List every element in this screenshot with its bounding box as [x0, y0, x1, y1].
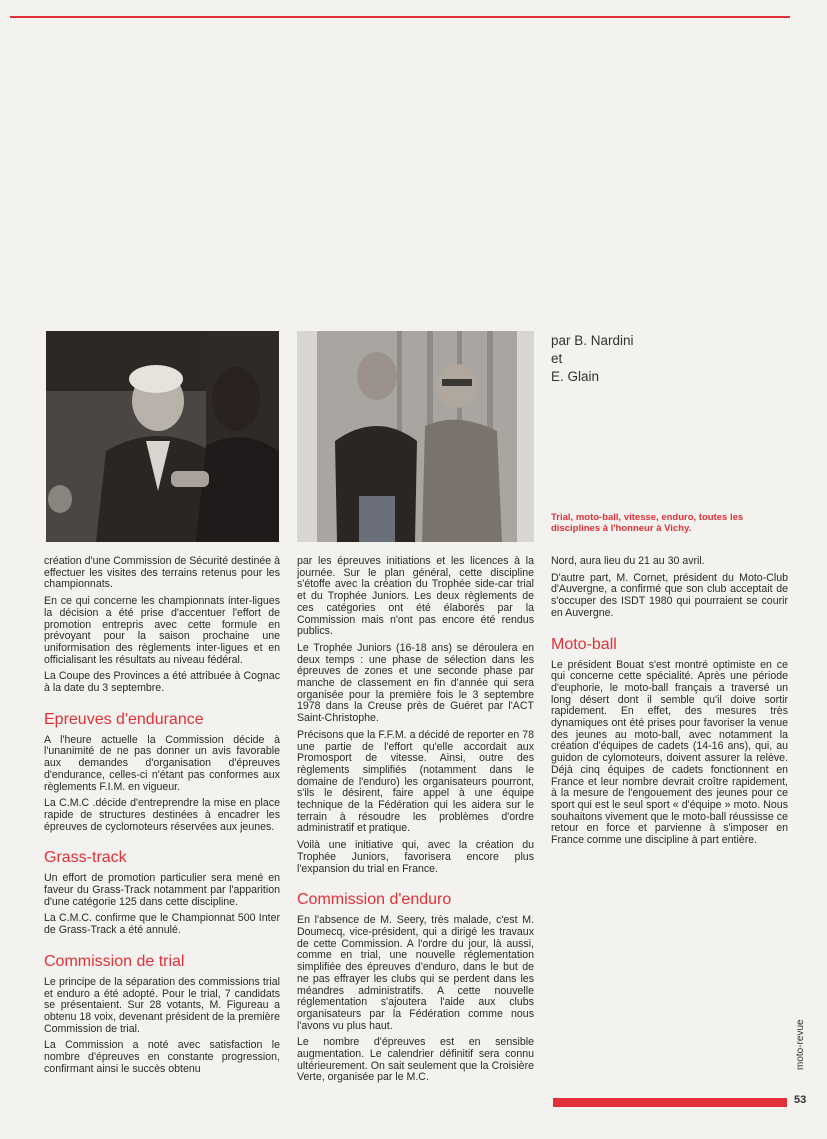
- paragraph: La C.M.C. confirme que le Championnat 500 Inter de Grass-Track a été annulé.: [44, 912, 280, 937]
- photo-handshake: [46, 331, 279, 542]
- paragraph: La Coupe des Provinces a été attribuée à Cognac à la date du 3 septembre.: [44, 670, 280, 695]
- heading-grass-track: Grass-track: [44, 849, 127, 867]
- photo-caption: Trial, moto-ball, vitesse, enduro, toutes les disciplines à l'honneur à Vichy.: [551, 512, 744, 534]
- paragraph: La C.M.C .décide d'entreprendre la mise en place rapide de structures destinées à encadrer les épreuves de cyclomoteurs réservées aux jeunes.: [44, 797, 280, 833]
- byline-conjunction: et: [551, 351, 563, 366]
- paragraph: D'autre part, M. Cornet, président du Moto-Club d'Auvergne, a confirmé que son club acceptait de s'occuper des ISDT 1980 qui pourraient se courir en Auvergne.: [551, 571, 788, 619]
- paragraph: A l'heure actuelle la Commission décide à l'unanimité de ne pas donner un avis favorable aux demandes d'organisation d'épreuves d'endurance, celles-ci n'étant pas conformes aux règlements F.I.M. en vigueur.: [44, 733, 280, 793]
- photo-two-men-standing: [297, 331, 534, 542]
- heading-enduro: Commission d'enduro: [297, 891, 452, 909]
- heading-endurance: Epreuves d'endurance: [44, 710, 204, 728]
- byline-author-2: E. Glain: [551, 369, 600, 384]
- paragraph: Le président Bouat s'est montré optimiste en ce qui concerne cette spécialité. Après une période d'euphorie, le moto-ball français a traversé un long désert dont il semble qu'il doive sortir rapidement. En effet, des mesures très dynamiques ont été prises pour favoriser la venue des jeunes au moto-ball, avec notamment la création d'équipes de cadets (14-16 ans), qui, au guidon de cylomoteurs, doivent assurer la relève. Déjà cinq équipes de cadets fonctionnent en France et leur nombre devrait croître rapidement, à la mesure de l'engouement des jeunes pour ce sport qui est le seul sport « d'équipe » moto. Nous souhaitons vivement que le moto-ball réussisse ce retour en force et parvienne à s'imposer en France comme une discipline à part entière.: [551, 658, 788, 847]
- page-number: 53: [794, 1094, 807, 1106]
- bottom-red-rule: [553, 1098, 787, 1107]
- paragraph: Nord, aura lieu du 21 au 30 avril.: [551, 555, 705, 567]
- paragraph: Le Trophée Juniors (16-18 ans) se déroulera en deux temps : une phase de sélection dans les épreuves de zones et une seconde phase par manche de classement en fin d'année qui sera organisée pour la première fois le 3 septembre 1978 dans la Creuse près de Guéret par l'ACT Saint-Christophe.: [297, 641, 534, 725]
- heading-moto-ball: Moto-ball: [551, 635, 617, 653]
- magazine-name: moto-revue: [795, 1019, 806, 1070]
- paragraph: par les épreuves initiations et les licences à la journée. Sur le plan général, cette discipline s'étoffe avec la création du Trophée side-car trial et du Trophée Juniors. Les deux règlements de ces catégories ont été élaborés par la Commission mais n'ont pas encore été rendus publics.: [297, 555, 534, 638]
- top-red-rule: [10, 16, 790, 18]
- paragraph: En ce qui concerne les championnats inter-ligues la décision a été prise d'accentuer l'effort de promotion entrepris avec cette formule en prévoyant pour la saison prochaine une uniformisation des règlements inter-ligues et en officialisant les résultats au niveau fédéral.: [44, 595, 280, 666]
- paragraph: La Commission a noté avec satisfaction le nombre d'épreuves en constante progression, confirmant ainsi le succès obtenu: [44, 1039, 280, 1075]
- paragraph: En l'absence de M. Seery, très malade, c'est M. Doumecq, vice-président, qui a dirigé les travaux de cette Commission. A l'ordre du jour, là aussi, comme en trial, une nouvelle réglementation simplifiée des épreuves d'enduro, dans le but de ne pas effrayer les clubs qui se perdent dans les méandres administratifs. A cette nouvelle réglementation s'ajoutera l'aide aux clubs organisateurs par la Fédération comme nous l'avons vu plus haut.: [297, 914, 534, 1032]
- paragraph: Le nombre d'épreuves est en sensible augmentation. Le calendrier définitif sera connu ultérieurement. On sait seulement que la Croisière Verte, organisée par le M.C.: [297, 1036, 534, 1084]
- paragraph: Précisons que la F.F.M. a décidé de reporter en 78 une partie de l'effort qu'elle accordait aux Promosport de vitesse. Ainsi, outre des règlements simplifiés (notamment dans le domaine de l'enduro) les organisateurs pourront, s'ils le désirent, faire appel à une équipe technique de la Fédération qui les aidera sur le terrain à résoudre les problèmes d'ordre administratif et pratique.: [297, 728, 534, 835]
- paragraph: création d'une Commission de Sécurité destinée à effectuer les visites des terrains retenus pour les championnats.: [44, 555, 280, 591]
- text-column-2: [297, 556, 534, 1089]
- text-column-1: [44, 556, 280, 1081]
- paragraph: Un effort de promotion particulier sera mené en faveur du Grass-Track notamment par l'apparition d'une catégorie 125 dans cette discipline.: [44, 872, 280, 908]
- byline-author-1: par B. Nardini: [551, 333, 634, 348]
- text-column-3: [551, 556, 788, 852]
- byline: [551, 332, 634, 386]
- heading-trial: Commission de trial: [44, 952, 185, 970]
- paragraph: Le principe de la séparation des commissions trial et enduro a été adopté. Pour le trial, 7 candidats se présentaient. Sur 28 votants, M. Figureau a obtenu 18 voix, devenant président de la première Commission de trial.: [44, 975, 280, 1035]
- paragraph: Voilà une initiative qui, avec la création du Trophée Juniors, favorisera encore plus l'expansion du trial en France.: [297, 839, 534, 875]
